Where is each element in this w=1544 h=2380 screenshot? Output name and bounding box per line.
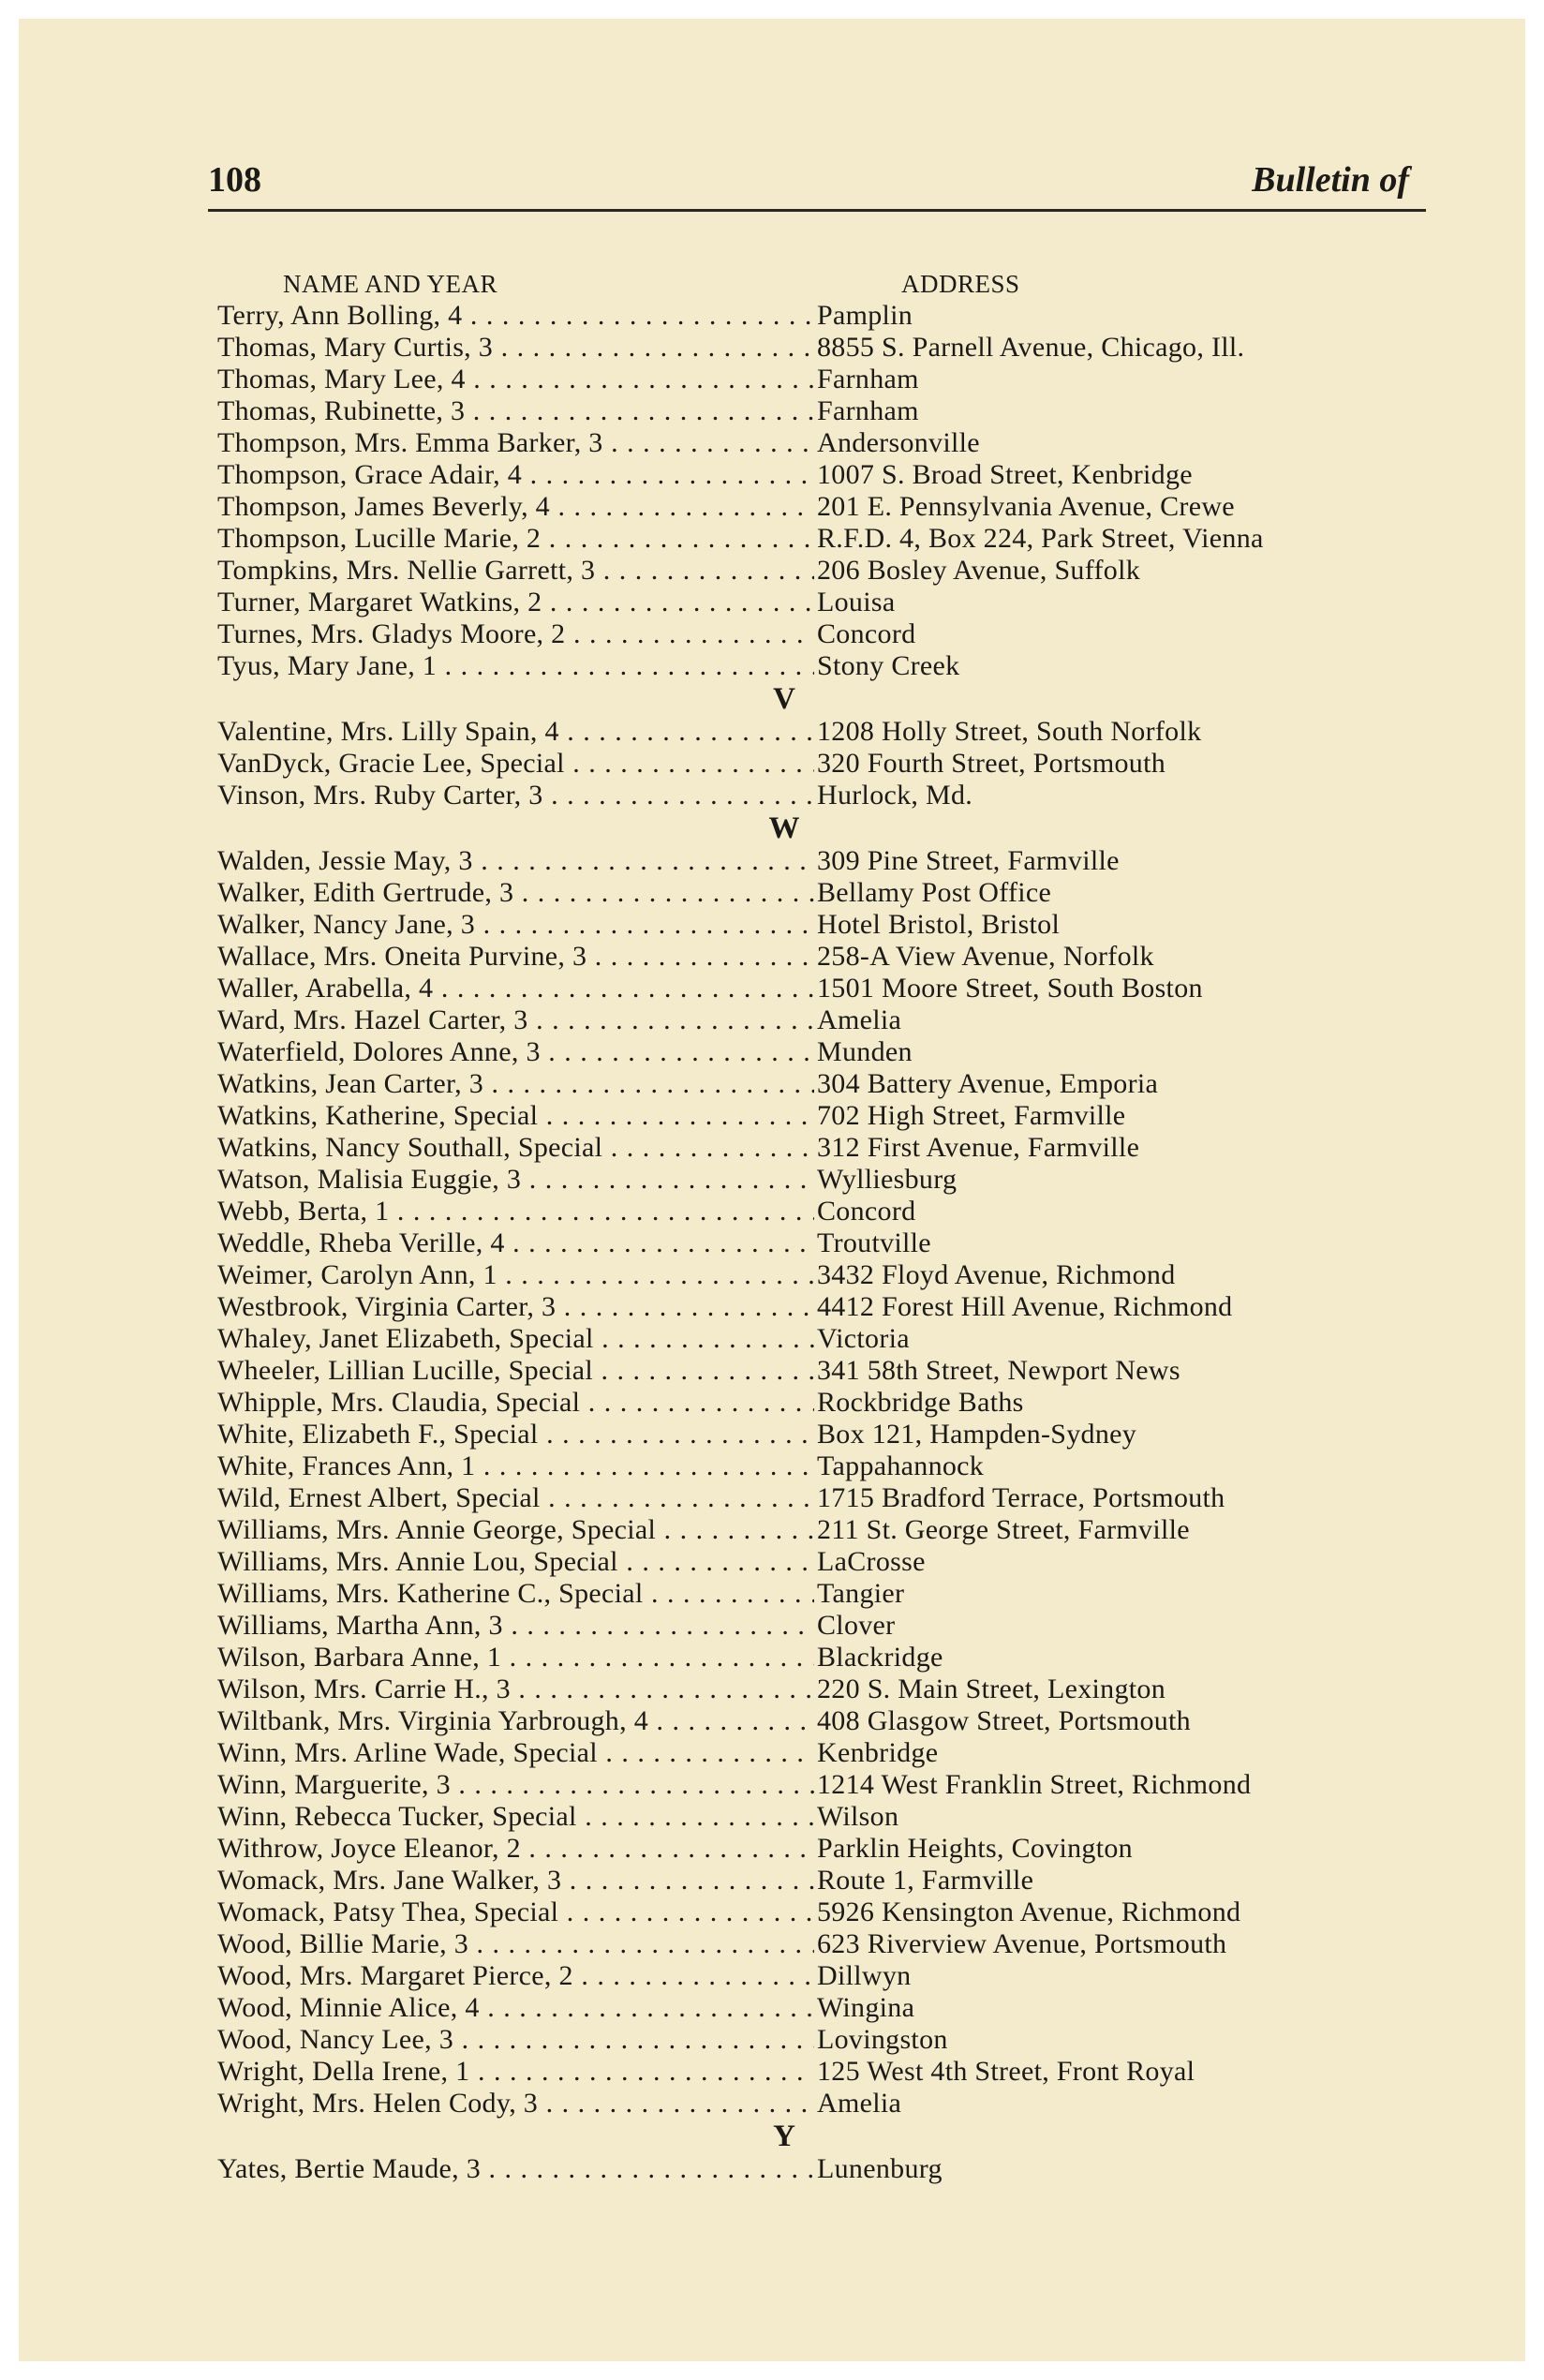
entry-name: Winn, Mrs. Arline Wade, Special . . .	[217, 1737, 814, 1769]
entry-address: Clover	[817, 1610, 896, 1641]
entry-address: Wilson	[817, 1801, 899, 1832]
entry-name: Vinson, Mrs. Ruby Carter, 3 . . .	[217, 780, 814, 811]
directory-entry	[217, 1259, 1473, 1291]
entry-name: Watkins, Katherine, Special . . .	[217, 1100, 814, 1132]
directory-entry	[217, 1068, 1473, 1100]
entry-address: Concord	[817, 1196, 916, 1227]
entry-address: Wylliesburg	[817, 1164, 958, 1195]
entry-address: 702 High Street, Farmville	[817, 1100, 1126, 1131]
entry-address: 220 S. Main Street, Lexington	[817, 1673, 1165, 1704]
entry-name: Turner, Margaret Watkins, 2 . . .	[217, 587, 814, 618]
entry-address: Andersonville	[817, 427, 980, 458]
entry-name: Winn, Marguerite, 3 . . .	[217, 1769, 814, 1801]
directory-entry	[217, 1737, 1473, 1769]
entry-address: Rockbridge Baths	[817, 1387, 1024, 1418]
entry-name: Ward, Mrs. Hazel Carter, 3 . . .	[217, 1004, 814, 1036]
directory-entry	[217, 1132, 1473, 1164]
entry-name: Williams, Mrs. Annie Lou, Special . . .	[217, 1546, 814, 1578]
directory-entry	[217, 973, 1473, 1004]
entry-name: Watkins, Nancy Southall, Special . . .	[217, 1132, 814, 1164]
entry-address: 4412 Forest Hill Avenue, Richmond	[817, 1291, 1233, 1322]
directory-entry	[217, 427, 1473, 459]
entry-address: 309 Pine Street, Farmville	[817, 845, 1120, 876]
entry-address: Kenbridge	[817, 1737, 939, 1768]
directory-entry	[217, 1578, 1473, 1610]
directory-entry	[217, 1960, 1473, 1992]
page	[19, 19, 1525, 2361]
directory-entry	[217, 1164, 1473, 1196]
directory-entry	[217, 941, 1473, 973]
entry-name: Womack, Mrs. Jane Walker, 3 . . .	[217, 1865, 814, 1897]
directory-entry	[217, 716, 1473, 748]
entry-address: 1214 West Franklin Street, Richmond	[817, 1769, 1252, 1800]
directory-entry	[217, 1004, 1473, 1036]
entry-name: Walden, Jessie May, 3 . . .	[217, 845, 814, 877]
directory-entry	[217, 459, 1473, 491]
entry-name: Thompson, James Beverly, 4 . . .	[217, 491, 814, 523]
entry-address: Tappahannock	[817, 1450, 985, 1481]
entry-address: 211 St. George Street, Farmville	[817, 1514, 1190, 1545]
entry-address: Bellamy Post Office	[817, 877, 1052, 908]
entry-address: 312 First Avenue, Farmville	[817, 1132, 1140, 1163]
entry-address: Troutville	[817, 1227, 931, 1258]
entry-name: Thomas, Rubinette, 3 . . .	[217, 395, 814, 427]
entry-name: Walker, Edith Gertrude, 3 . . .	[217, 877, 814, 909]
directory-entry	[217, 618, 1473, 650]
entry-name: Wood, Nancy Lee, 3 . . .	[217, 2024, 814, 2056]
directory-entry	[217, 1673, 1473, 1705]
entry-name: Thomas, Mary Lee, 4 . . .	[217, 364, 814, 395]
entry-address: 258-A View Avenue, Norfolk	[817, 941, 1154, 972]
entry-name: White, Elizabeth F., Special . . .	[217, 1419, 814, 1450]
directory-entry	[217, 1514, 1473, 1546]
entry-address: 1501 Moore Street, South Boston	[817, 973, 1203, 1004]
entry-name: Thompson, Lucille Marie, 2 . . .	[217, 523, 814, 555]
directory-entry	[217, 2056, 1473, 2088]
entry-name: Womack, Patsy Thea, Special . . .	[217, 1897, 814, 1928]
entry-address: 304 Battery Avenue, Emporia	[817, 1068, 1159, 1099]
section-letter: Y	[773, 2120, 795, 2153]
directory-entry	[217, 877, 1473, 909]
directory-entry	[217, 1928, 1473, 1960]
entry-address: LaCrosse	[817, 1546, 926, 1577]
entry-name: Walker, Nancy Jane, 3 . . .	[217, 909, 814, 941]
entry-address: Farnham	[817, 364, 919, 394]
entry-address: Lunenburg	[817, 2153, 943, 2184]
directory-entry	[217, 650, 1473, 682]
entry-name: Williams, Martha Ann, 3 . . .	[217, 1610, 814, 1642]
entry-address: Blackridge	[817, 1642, 943, 1673]
entry-address: Victoria	[817, 1323, 910, 1354]
directory-entry	[217, 845, 1473, 877]
entry-name: Watson, Malisia Euggie, 3 . . .	[217, 1164, 814, 1196]
entry-address: Hurlock, Md.	[817, 780, 973, 811]
directory-entry	[217, 332, 1473, 364]
entry-name: Wild, Ernest Albert, Special . . .	[217, 1482, 814, 1514]
entry-address: 408 Glasgow Street, Portsmouth	[817, 1705, 1191, 1736]
directory-entry	[217, 1355, 1473, 1387]
entry-name: Yates, Bertie Maude, 3 . . .	[217, 2153, 814, 2185]
entry-name: Weddle, Rheba Verille, 4 . . .	[217, 1227, 814, 1259]
directory-entry	[217, 909, 1473, 941]
directory-entry	[217, 1992, 1473, 2024]
entry-name: Whipple, Mrs. Claudia, Special . . .	[217, 1387, 814, 1419]
entry-name: Wright, Mrs. Helen Cody, 3 . . .	[217, 2088, 814, 2120]
section-letter: W	[768, 811, 800, 845]
entry-name: Withrow, Joyce Eleanor, 2 . . .	[217, 1833, 814, 1865]
entry-address: 8855 S. Parnell Avenue, Chicago, Ill.	[817, 332, 1245, 363]
directory-entry	[217, 1450, 1473, 1482]
entry-name: Wallace, Mrs. Oneita Purvine, 3 . . .	[217, 941, 814, 973]
directory-entry	[217, 1705, 1473, 1737]
entry-address: Tangier	[817, 1578, 905, 1609]
entry-address: Wingina	[817, 1992, 915, 2023]
entry-address: 320 Fourth Street, Portsmouth	[817, 748, 1166, 779]
entry-name: Wright, Della Irene, 1 . . .	[217, 2056, 814, 2088]
entry-address: Route 1, Farmville	[817, 1865, 1034, 1896]
entry-address: Parklin Heights, Covington	[817, 1833, 1133, 1864]
directory-entry	[217, 1801, 1473, 1833]
directory-entry	[217, 2024, 1473, 2056]
directory-entry	[217, 1291, 1473, 1323]
entry-name: Wilson, Barbara Anne, 1 . . .	[217, 1642, 814, 1673]
directory-entry	[217, 555, 1473, 587]
entry-name: Weimer, Carolyn Ann, 1 . . .	[217, 1259, 814, 1291]
entry-address: 341 58th Street, Newport News	[817, 1355, 1180, 1386]
entry-name: Whaley, Janet Elizabeth, Special . . .	[217, 1323, 814, 1355]
entry-address: 125 West 4th Street, Front Royal	[817, 2056, 1195, 2087]
entry-name: Watkins, Jean Carter, 3 . . .	[217, 1068, 814, 1100]
directory-entry	[217, 1769, 1473, 1801]
entry-name: Tyus, Mary Jane, 1 . . .	[217, 650, 814, 682]
entry-address: 623 Riverview Avenue, Portsmouth	[817, 1928, 1227, 1959]
entry-name: Waller, Arabella, 4 . . .	[217, 973, 814, 1004]
directory-entry	[217, 1833, 1473, 1865]
directory-entry	[217, 1642, 1473, 1673]
entry-name: Webb, Berta, 1 . . .	[217, 1196, 814, 1227]
entry-name: Wheeler, Lillian Lucille, Special . . .	[217, 1355, 814, 1387]
entry-address: 5926 Kensington Avenue, Richmond	[817, 1897, 1241, 1927]
directory-entry	[217, 1323, 1473, 1355]
entry-address: 1007 S. Broad Street, Kenbridge	[817, 459, 1193, 490]
directory-entry	[217, 587, 1473, 618]
header-rule	[208, 209, 1426, 212]
directory-entry	[217, 1387, 1473, 1419]
directory-entry	[217, 1036, 1473, 1068]
entry-name: Williams, Mrs. Katherine C., Special . . .	[217, 1578, 814, 1610]
entry-address: 1208 Holly Street, South Norfolk	[817, 716, 1202, 747]
directory-entry	[217, 1546, 1473, 1578]
column-header-name: NAME AND YEAR	[283, 270, 497, 298]
entry-name: Wood, Mrs. Margaret Pierce, 2 . . .	[217, 1960, 814, 1992]
entry-address: 206 Bosley Avenue, Suffolk	[817, 555, 1141, 586]
directory-entry	[217, 1865, 1473, 1897]
entry-name: Turnes, Mrs. Gladys Moore, 2 . . .	[217, 618, 814, 650]
entry-name: Thomas, Mary Curtis, 3 . . .	[217, 332, 814, 364]
directory-entry	[217, 780, 1473, 811]
entry-address: Amelia	[817, 2088, 902, 2119]
entry-name: Wiltbank, Mrs. Virginia Yarbrough, 4 . . .	[217, 1705, 814, 1737]
directory-entry	[217, 1482, 1473, 1514]
directory-entry	[217, 2153, 1473, 2185]
section-letter: V	[773, 682, 795, 716]
directory-entry	[217, 1897, 1473, 1928]
directory-entry	[217, 1100, 1473, 1132]
entry-name: White, Frances Ann, 1 . . .	[217, 1450, 814, 1482]
entry-address: Louisa	[817, 587, 896, 617]
directory-entry	[217, 1610, 1473, 1642]
running-head: Bulletin of	[1252, 160, 1409, 200]
entry-address: Hotel Bristol, Bristol	[817, 909, 1061, 940]
entry-address: R.F.D. 4, Box 224, Park Street, Vienna	[817, 523, 1264, 554]
entry-name: VanDyck, Gracie Lee, Special . . .	[217, 748, 814, 780]
entry-address: 1715 Bradford Terrace, Portsmouth	[817, 1482, 1225, 1513]
directory-entry	[217, 1196, 1473, 1227]
directory-entry	[217, 491, 1473, 523]
directory-entry	[217, 395, 1473, 427]
entry-name: Valentine, Mrs. Lilly Spain, 4 . . .	[217, 716, 814, 748]
entry-name: Westbrook, Virginia Carter, 3 . . .	[217, 1291, 814, 1323]
column-header-address: ADDRESS	[901, 270, 1020, 298]
page-number: 108	[208, 160, 261, 200]
entry-name: Thompson, Grace Adair, 4 . . .	[217, 459, 814, 491]
entry-address: Munden	[817, 1036, 913, 1067]
entry-address: 201 E. Pennsylvania Avenue, Crewe	[817, 491, 1235, 522]
directory-entry	[217, 364, 1473, 395]
entry-name: Tompkins, Mrs. Nellie Garrett, 3 . . .	[217, 555, 814, 587]
directory-entry	[217, 2088, 1473, 2120]
directory-entry	[217, 1419, 1473, 1450]
entry-address: Farnham	[817, 395, 919, 426]
directory-entry	[217, 300, 1473, 332]
entry-name: Williams, Mrs. Annie George, Special . . .	[217, 1514, 814, 1546]
entry-name: Wood, Minnie Alice, 4 . . .	[217, 1992, 814, 2024]
entry-address: Amelia	[817, 1004, 902, 1035]
entry-address: Dillwyn	[817, 1960, 912, 1991]
directory-entry	[217, 1227, 1473, 1259]
directory-entry	[217, 748, 1473, 780]
entry-name: Waterfield, Dolores Anne, 3 . . .	[217, 1036, 814, 1068]
entry-name: Thompson, Mrs. Emma Barker, 3 . . .	[217, 427, 814, 459]
entry-address: Stony Creek	[817, 650, 960, 681]
entry-address: Concord	[817, 618, 916, 649]
entry-name: Wood, Billie Marie, 3 . . .	[217, 1928, 814, 1960]
entry-name: Wilson, Mrs. Carrie H., 3 . . .	[217, 1673, 814, 1705]
directory-entry	[217, 523, 1473, 555]
entry-address: Pamplin	[817, 300, 913, 331]
entry-name: Winn, Rebecca Tucker, Special . . .	[217, 1801, 814, 1833]
entry-address: Box 121, Hampden-Sydney	[817, 1419, 1137, 1450]
entry-name: Terry, Ann Bolling, 4 . . .	[217, 300, 814, 332]
entry-address: Lovingston	[817, 2024, 948, 2055]
entry-address: 3432 Floyd Avenue, Richmond	[817, 1259, 1176, 1290]
directory-list	[217, 300, 1473, 2185]
